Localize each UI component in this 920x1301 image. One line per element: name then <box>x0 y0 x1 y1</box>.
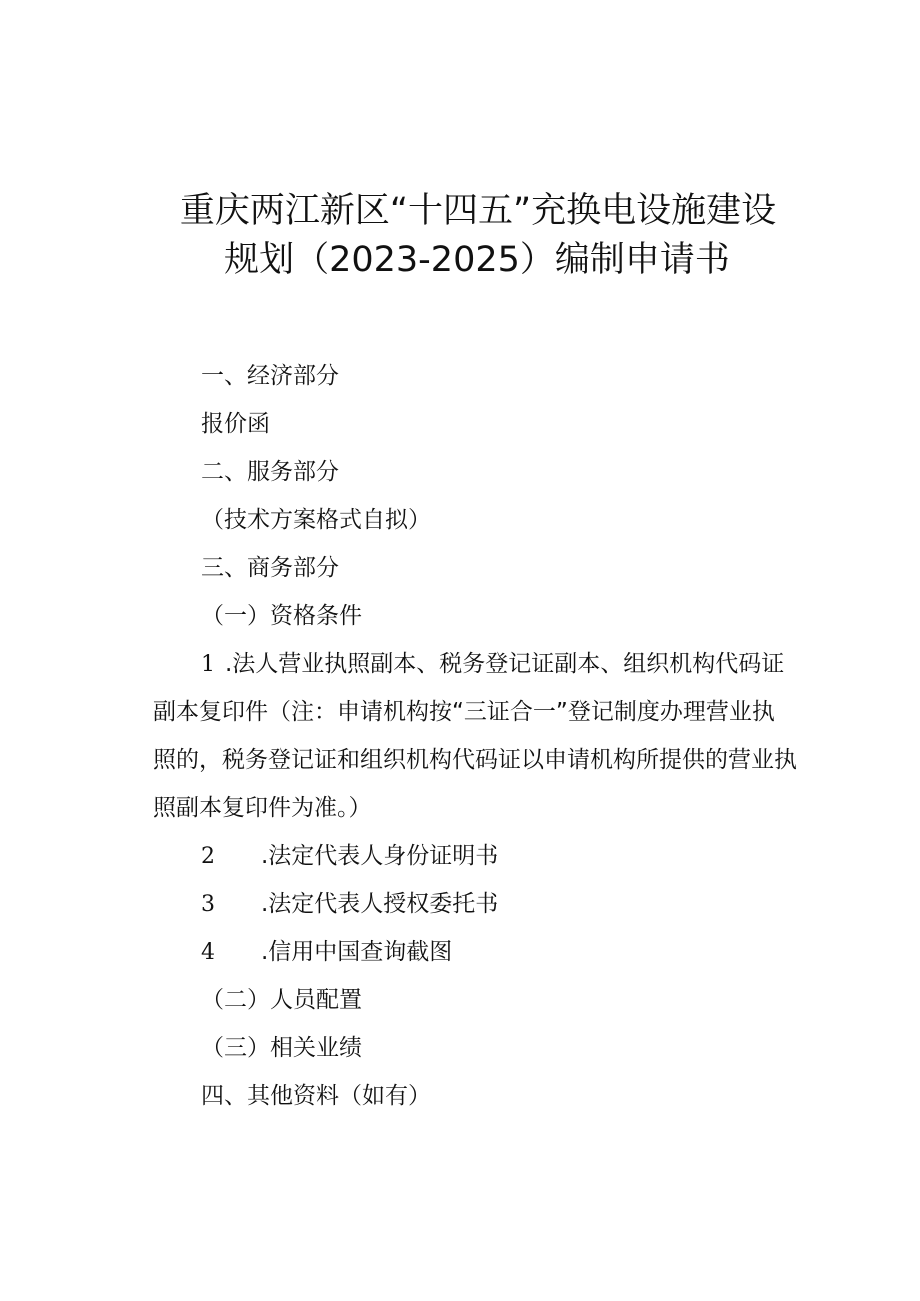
item-2-text: .法定代表人身份证明书 <box>261 843 499 869</box>
tech-proposal-note: （技术方案格式自拟） <box>201 507 431 533</box>
item-1-text-line-3: 照的，税务登记证和组织机构代码证以申请机构所提供的营业执 <box>153 747 797 773</box>
item-1-number: 1 <box>201 652 215 677</box>
section-service-heading: 二、服务部分 <box>201 459 339 485</box>
item-2 <box>201 841 498 872</box>
item-1-text-line-4: 照副本复印件为准。） <box>153 795 372 821</box>
section-business-heading: 三、商务部分 <box>201 555 339 581</box>
item-2-number: 2 <box>201 844 215 869</box>
document-title-line-2: 规划（2023-2025）编制申请书 <box>224 240 730 280</box>
qualification-subheading: （一）资格条件 <box>201 603 362 629</box>
item-3-text: .法定代表人授权委托书 <box>261 891 499 917</box>
section-other-heading: 四、其他资料（如有） <box>201 1083 431 1109</box>
quote-letter-item: 报价函 <box>201 411 270 437</box>
document-title-line-1: 重庆两江新区“十四五”充换电设施建设 <box>179 191 777 231</box>
section-economic-heading: 一、经济部分 <box>201 363 339 389</box>
item-1-text-line-2: 副本复印件（注：申请机构按“三证合一”登记制度办理营业执 <box>153 699 775 725</box>
performance-subheading: （三）相关业绩 <box>201 1035 362 1061</box>
item-4 <box>201 937 452 968</box>
item-1-first-line <box>201 649 784 680</box>
item-1-text-line-1: .法人营业执照副本、税务登记证副本、组织机构代码证 <box>225 651 785 677</box>
staffing-subheading: （二）人员配置 <box>201 987 362 1013</box>
item-4-text: .信用中国查询截图 <box>261 939 453 965</box>
item-3-number: 3 <box>201 892 215 917</box>
item-3 <box>201 889 498 920</box>
item-4-number: 4 <box>201 940 215 965</box>
